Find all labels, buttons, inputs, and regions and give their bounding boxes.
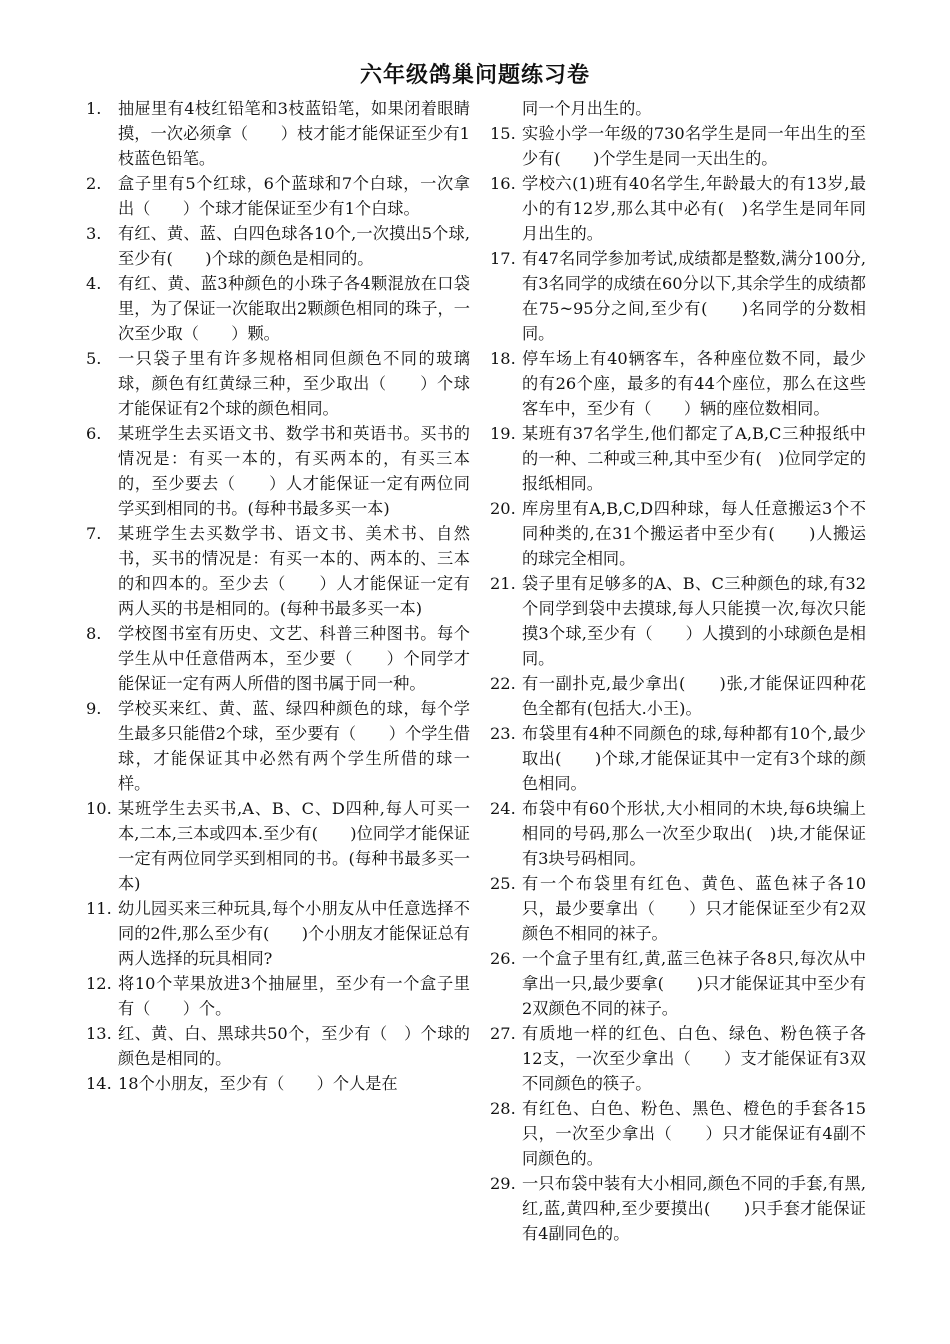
question-item: [86, 696, 470, 796]
question-text: 有红色、白色、粉色、黑色、橙色的手套各15只，一次至少拿出（ ）只才能保证有4副不同颜色的。: [522, 1099, 866, 1168]
question-text: 有红、黄、蓝3种颜色的小珠子各4颗混放在口袋里，为了保证一次能取出2颗颜色相同的珠子，一次至少取（ ）颗。: [118, 274, 470, 343]
question-number: 1.: [86, 99, 102, 118]
question-text: 某班学生去买数学书、语文书、美术书、自然书，买书的情况是：有买一本的、两本的、三本的和四本的。至少去（ ）人才能保证一定有两人买的书是相同的。(每种书最多买一本): [118, 524, 470, 618]
question-item: [86, 346, 470, 421]
question-item: [86, 521, 470, 621]
question-text: 学校六(1)班有40名学生,年龄最大的有13岁,最小的有12岁,那么其中必有( )名学生是同年同月出生的。: [522, 174, 866, 243]
question-text: 某班学生去买书,A、B、C、D四种,每人可买一本,二本,三本或四本.至少有( )位同学才能保证一定有两位同学买到相同的书。(每种书最多买一本): [118, 799, 470, 893]
question-number: 17.: [490, 249, 516, 268]
question-number: 20.: [490, 499, 516, 518]
question-number: 4.: [86, 274, 102, 293]
question-text: 一只布袋中装有大小相同,颜色不同的手套,有黑,红,蓝,黄四种,至少要摸出( )只手套才能保证有4副同色的。: [522, 1174, 866, 1243]
question-item: [490, 421, 866, 496]
question-text: 一只袋子里有许多规格相同但颜色不同的玻璃球，颜色有红黄绿三种，至少取出（ ）个球才能保证有2个球的颜色相同。: [118, 349, 470, 418]
question-item: [86, 421, 470, 521]
question-text: 库房里有A,B,C,D四种球，每人任意搬运3个不同种类的,在31个搬运者中至少有( )人搬运的球完全相同。: [522, 499, 866, 568]
question-text: 一个盒子里有红,黄,蓝三色袜子各8只,每次从中拿出一只,最少要拿( )只才能保证其中至少有2双颜色不同的袜子。: [522, 949, 866, 1018]
question-item: [490, 721, 866, 796]
right-column: [490, 96, 866, 1246]
question-number: 14.: [86, 1074, 112, 1093]
question-text: 盒子里有5个红球，6个蓝球和7个白球，一次拿出（ ）个球才能保证至少有1个白球。: [118, 174, 470, 218]
question-item: [490, 496, 866, 571]
question-item: [490, 571, 866, 671]
left-column: [86, 96, 470, 1096]
question-text: 18个小朋友，至少有（ ）个人是在: [118, 1074, 398, 1093]
question-text: 抽屉里有4枝红铅笔和3枝蓝铅笔，如果闭着眼睛摸，一次必须拿（ ）枝才能才能保证至少有1枝蓝色铅笔。: [118, 99, 470, 168]
question-item: [490, 796, 866, 871]
question-item: [86, 796, 470, 896]
question-number: 8.: [86, 624, 102, 643]
question-item: [490, 1171, 866, 1246]
question-number: 6.: [86, 424, 102, 443]
question-item: [86, 896, 470, 971]
question-item: [490, 171, 866, 246]
question-item: [86, 171, 470, 221]
question-item: [490, 346, 866, 421]
question-number: 3.: [86, 224, 102, 243]
question-item: [86, 221, 470, 271]
question-text: 将10个苹果放进3个抽屉里，至少有一个盒子里有（ ）个。: [118, 974, 470, 1018]
question-text: 红、黄、白、黑球共50个，至少有（ ）个球的颜色是相同的。: [118, 1024, 470, 1068]
question-text: 学校买来红、黄、蓝、绿四种颜色的球，每个学生最多只能借2个球，至少要有（ ）个学生借球，才能保证其中必然有两个学生所借的球一样。: [118, 699, 470, 793]
question-item: [490, 671, 866, 721]
question-number: 19.: [490, 424, 516, 443]
question-item: [86, 271, 470, 346]
question-number: 27.: [490, 1024, 516, 1043]
question-number: 23.: [490, 724, 516, 743]
question-number: 18.: [490, 349, 516, 368]
question-number: 11.: [86, 899, 112, 918]
question-item: [86, 1071, 470, 1096]
question-number: 12.: [86, 974, 112, 993]
page-title: 六年级鸽巢问题练习卷: [359, 62, 590, 88]
question-number: 7.: [86, 524, 102, 543]
question-text: 学校图书室有历史、文艺、科普三种图书。每个学生从中任意借两本，至少要（ ）个同学才能保证一定有两人所借的图书属于同一种。: [118, 624, 470, 693]
question-number: 13.: [86, 1024, 112, 1043]
question-number: 21.: [490, 574, 516, 593]
question-number: 29.: [490, 1174, 516, 1193]
question-item: [490, 246, 866, 346]
question-number: 24.: [490, 799, 516, 818]
question-item: [490, 121, 866, 171]
question-text: 某班有37名学生,他们都定了A,B,C三种报纸中的一种、二种或三种,其中至少有( )位同学定的报纸相同。: [522, 424, 866, 493]
question-text: 停车场上有40辆客车，各种座位数不同，最少的有26个座，最多的有44个座位，那么在这些客车中，至少有（ ）辆的座位数相同。: [522, 349, 866, 418]
question-number: 10.: [86, 799, 112, 818]
question-number: 26.: [490, 949, 516, 968]
question-number: 22.: [490, 674, 516, 693]
question-number: 2.: [86, 174, 102, 193]
question-number: 9.: [86, 699, 102, 718]
question-item: [490, 946, 866, 1021]
question-item: [490, 871, 866, 946]
question-text: 幼儿园买来三种玩具,每个小朋友从中任意选择不同的2件,那么至少有( )个小朋友才能保证总有两人选择的玩具相同?: [118, 899, 470, 968]
question-item: [490, 1021, 866, 1096]
question-number: 16.: [490, 174, 516, 193]
question-number: 25.: [490, 874, 516, 893]
question-text: 有红、黄、蓝、白四色球各10个,一次摸出5个球,至少有( )个球的颜色是相同的。: [118, 224, 470, 268]
question-text: 袋子里有足够多的A、B、C三种颜色的球,有32个同学到袋中去摸球,每人只能摸一次,每次只能摸3个球,至少有（ ）人摸到的小球颜色是相同。: [522, 574, 866, 668]
question-text: 布袋里有4种不同颜色的球,每种都有10个,最少取出( )个球,才能保证其中一定有3个球的颜色相同。: [522, 724, 866, 793]
question-item: [86, 621, 470, 696]
question-text: 有47名同学参加考试,成绩都是整数,满分100分,有3名同学的成绩在60分以下,其余学生的成绩都在75~95分之间,至少有( )名同学的分数相同。: [522, 249, 866, 343]
question-item: [86, 96, 470, 171]
question-item: [86, 1021, 470, 1071]
question-item: [86, 971, 470, 1021]
question-text: 实验小学一年级的730名学生是同一年出生的至少有( )个学生是同一天出生的。: [522, 124, 866, 168]
continuation-text: 同一个月出生的。: [522, 99, 652, 118]
question-item: [490, 1096, 866, 1171]
question-number: 15.: [490, 124, 516, 143]
question-text: 布袋中有60个形状,大小相同的木块,每6块编上相同的号码,那么一次至少取出( )块,才能保证有3块号码相同。: [522, 799, 866, 868]
question-text: 有一个布袋里有红色、黄色、蓝色袜子各10只，最少要拿出（ ）只才能保证至少有2双颜色不相同的袜子。: [522, 874, 866, 943]
question-text: 某班学生去买语文书、数学书和英语书。买书的情况是：有买一本的，有买两本的，有买三本的，至少要去（ ）人才能保证一定有两位同学买到相同的书。(每种书最多买一本): [118, 424, 470, 518]
question-number: 28.: [490, 1099, 516, 1118]
question-number: 5.: [86, 349, 102, 368]
question-text: 有质地一样的红色、白色、绿色、粉色筷子各12支，一次至少拿出（ ）支才能保证有3双不同颜色的筷子。: [522, 1024, 866, 1093]
question-text: 有一副扑克,最少拿出( )张,才能保证四种花色全都有(包括大.小王)。: [522, 674, 866, 718]
